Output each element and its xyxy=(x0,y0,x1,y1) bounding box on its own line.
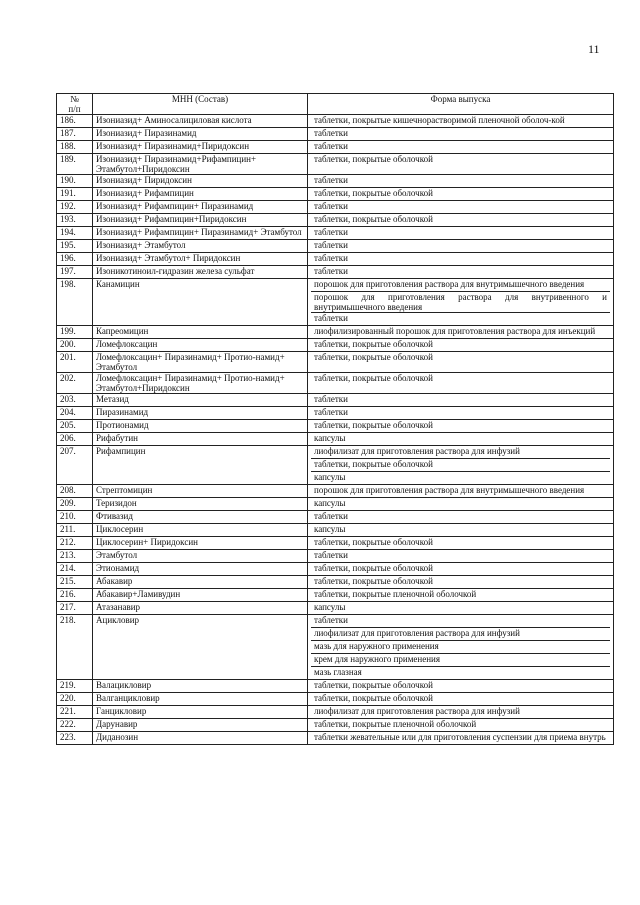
drug-name: Этамбутол xyxy=(93,550,308,563)
table-row xyxy=(57,589,614,602)
row-number: 201. xyxy=(57,352,93,373)
release-forms xyxy=(308,326,614,339)
drug-name: Ацикловир xyxy=(93,615,308,680)
release-forms xyxy=(308,279,614,326)
table-row xyxy=(57,498,614,511)
release-forms xyxy=(308,339,614,352)
release-forms xyxy=(308,615,614,680)
release-forms xyxy=(308,576,614,589)
release-forms xyxy=(308,214,614,227)
row-number: 207. xyxy=(57,446,93,485)
drug-name: Атазанавир xyxy=(93,602,308,615)
drug-name: Циклосерин+ Пиридоксин xyxy=(93,537,308,550)
release-form: таблетки xyxy=(311,312,610,325)
row-number: 193. xyxy=(57,214,93,227)
table-row xyxy=(57,154,614,175)
release-form: крем для наружного применения xyxy=(311,653,610,666)
row-number: 187. xyxy=(57,128,93,141)
release-form: таблетки xyxy=(314,615,349,625)
row-number: 222. xyxy=(57,719,93,732)
drug-table xyxy=(56,93,614,745)
release-form: таблетки, покрытые оболочкой xyxy=(314,537,433,547)
row-number: 219. xyxy=(57,680,93,693)
row-number: 212. xyxy=(57,537,93,550)
drug-name: Ганцикловир xyxy=(93,706,308,719)
release-forms xyxy=(308,128,614,141)
release-forms xyxy=(308,485,614,498)
row-number: 204. xyxy=(57,407,93,420)
drug-name: Абакавир+Ламивудин xyxy=(93,589,308,602)
table-row xyxy=(57,693,614,706)
release-forms xyxy=(308,154,614,175)
release-forms xyxy=(308,511,614,524)
row-number: 188. xyxy=(57,141,93,154)
release-forms xyxy=(308,732,614,745)
release-form: таблетки xyxy=(314,175,349,185)
drug-name: Изониазид+ Этамбутол+ Пиридоксин xyxy=(93,253,308,266)
release-form: таблетки, покрытые кишечнорастворимой пленочной оболоч-кой xyxy=(314,115,565,125)
table-row xyxy=(57,524,614,537)
drug-name: Метазид xyxy=(93,394,308,407)
row-number: 210. xyxy=(57,511,93,524)
row-number: 192. xyxy=(57,201,93,214)
drug-name: Протионамид xyxy=(93,420,308,433)
row-number: 197. xyxy=(57,266,93,279)
release-form: порошок для приготовления раствора для внутривенного и внутримышечного введения xyxy=(311,291,610,312)
drug-name: Теризидон xyxy=(93,498,308,511)
release-form: таблетки жевательные или для приготовления суспензии для приема внутрь xyxy=(314,732,606,742)
release-form: таблетки, покрытые оболочкой xyxy=(314,339,433,349)
drug-name: Ломефлоксацин xyxy=(93,339,308,352)
release-form: лиофилизированный порошок для приготовления раствора для инъекций xyxy=(314,326,596,336)
release-form: таблетки, покрытые оболочкой xyxy=(314,214,433,224)
row-number: 186. xyxy=(57,115,93,128)
page-number: 11 xyxy=(588,42,600,56)
release-form: порошок для приготовления раствора для внутримышечного введения xyxy=(314,485,585,495)
release-forms xyxy=(308,352,614,373)
table-row xyxy=(57,115,614,128)
table-row xyxy=(57,420,614,433)
drug-name: Валацикловир xyxy=(93,680,308,693)
release-forms xyxy=(308,253,614,266)
table-row xyxy=(57,576,614,589)
release-form: таблетки, покрытые пленочной оболочкой xyxy=(314,719,477,729)
release-forms xyxy=(308,227,614,240)
table-row xyxy=(57,550,614,563)
table-row xyxy=(57,706,614,719)
release-form: капсулы xyxy=(314,498,346,508)
drug-name: Изониазид+ Пиразинамид xyxy=(93,128,308,141)
row-number: 206. xyxy=(57,433,93,446)
row-number: 220. xyxy=(57,693,93,706)
drug-name: Рифампицин xyxy=(93,446,308,485)
row-number: 190. xyxy=(57,175,93,188)
row-number: 221. xyxy=(57,706,93,719)
release-form: таблетки, покрытые пленочной оболочкой xyxy=(314,589,477,599)
release-form: капсулы xyxy=(314,433,346,443)
release-form: таблетки xyxy=(314,511,349,521)
row-number: 218. xyxy=(57,615,93,680)
table-row xyxy=(57,615,614,680)
table-row xyxy=(57,240,614,253)
table-row xyxy=(57,253,614,266)
release-form: порошок для приготовления раствора для внутримышечного введения xyxy=(314,279,585,289)
release-forms xyxy=(308,394,614,407)
table-row xyxy=(57,326,614,339)
drug-name: Изониазид+ Этамбутол xyxy=(93,240,308,253)
release-form: таблетки, покрытые оболочкой xyxy=(311,458,610,471)
row-number: 200. xyxy=(57,339,93,352)
row-number: 208. xyxy=(57,485,93,498)
release-forms xyxy=(308,550,614,563)
row-number: 213. xyxy=(57,550,93,563)
table-body xyxy=(57,115,614,745)
release-form: лиофилизат для приготовления раствора для инфузий xyxy=(311,627,610,640)
release-form: капсулы xyxy=(314,602,346,612)
release-forms xyxy=(308,563,614,576)
row-number: 215. xyxy=(57,576,93,589)
drug-name: Дарунавир xyxy=(93,719,308,732)
release-forms xyxy=(308,446,614,485)
header-name: МНН (Состав) xyxy=(93,94,308,115)
release-form: капсулы xyxy=(311,471,610,484)
table-row xyxy=(57,214,614,227)
drug-name: Циклосерин xyxy=(93,524,308,537)
release-form: таблетки xyxy=(314,550,349,560)
row-number: 205. xyxy=(57,420,93,433)
release-form: лиофилизат для приготовления раствора для инфузий xyxy=(314,446,520,456)
drug-name: Пиразинамид xyxy=(93,407,308,420)
release-form: таблетки, покрытые оболочкой xyxy=(314,563,433,573)
drug-name: Изоникотиноил-гидразин железа сульфат xyxy=(93,266,308,279)
release-forms xyxy=(308,524,614,537)
row-number: 209. xyxy=(57,498,93,511)
table-row xyxy=(57,373,614,394)
table-row xyxy=(57,279,614,326)
drug-name: Фтивазид xyxy=(93,511,308,524)
release-forms xyxy=(308,693,614,706)
table-row xyxy=(57,266,614,279)
table-row xyxy=(57,602,614,615)
table-row xyxy=(57,188,614,201)
release-forms xyxy=(308,407,614,420)
release-forms xyxy=(308,240,614,253)
release-forms xyxy=(308,188,614,201)
table-row xyxy=(57,201,614,214)
table-row xyxy=(57,433,614,446)
drug-name: Ломефлоксацин+ Пиразинамид+ Протио-намид+ Этамбутол xyxy=(93,352,308,373)
drug-name: Изониазид+ Рифампицин+ Пиразинамид+ Этамбутол xyxy=(93,227,308,240)
drug-name: Изониазид+ Аминосалициловая кислота xyxy=(93,115,308,128)
table-row xyxy=(57,339,614,352)
row-number: 198. xyxy=(57,279,93,326)
drug-name: Стрептомицин xyxy=(93,485,308,498)
table-row xyxy=(57,537,614,550)
row-number: 195. xyxy=(57,240,93,253)
table-row xyxy=(57,511,614,524)
release-form: таблетки xyxy=(314,407,349,417)
row-number: 196. xyxy=(57,253,93,266)
release-forms xyxy=(308,115,614,128)
drug-name: Этионамид xyxy=(93,563,308,576)
table-row xyxy=(57,227,614,240)
release-forms xyxy=(308,175,614,188)
row-number: 191. xyxy=(57,188,93,201)
release-form: таблетки xyxy=(314,227,349,237)
row-number: 223. xyxy=(57,732,93,745)
release-form: таблетки, покрытые оболочкой xyxy=(314,420,433,430)
release-forms xyxy=(308,719,614,732)
table-row xyxy=(57,407,614,420)
release-form: таблетки, покрытые оболочкой xyxy=(314,680,433,690)
drug-name: Изониазид+ Пиразинамид+Пиридоксин xyxy=(93,141,308,154)
release-forms xyxy=(308,680,614,693)
release-form: таблетки xyxy=(314,240,349,250)
release-forms xyxy=(308,706,614,719)
release-form: мазь глазная xyxy=(311,666,610,679)
drug-name: Валганцикловир xyxy=(93,693,308,706)
drug-name: Изониазид+ Пиридоксин xyxy=(93,175,308,188)
row-number: 214. xyxy=(57,563,93,576)
table-row xyxy=(57,446,614,485)
drug-name: Канамицин xyxy=(93,279,308,326)
drug-name: Изониазид+ Рифампицин+Пиридоксин xyxy=(93,214,308,227)
row-number: 189. xyxy=(57,154,93,175)
release-form: таблетки xyxy=(314,128,349,138)
drug-name: Диданозин xyxy=(93,732,308,745)
release-form: таблетки, покрытые оболочкой xyxy=(314,352,433,362)
drug-name: Рифабутин xyxy=(93,433,308,446)
drug-name: Капреомицин xyxy=(93,326,308,339)
row-number: 211. xyxy=(57,524,93,537)
table-row xyxy=(57,175,614,188)
table-row xyxy=(57,563,614,576)
table-header-row xyxy=(57,94,614,115)
release-form: таблетки xyxy=(314,201,349,211)
release-forms xyxy=(308,537,614,550)
table-row xyxy=(57,352,614,373)
table-row xyxy=(57,394,614,407)
row-number: 216. xyxy=(57,589,93,602)
row-number: 194. xyxy=(57,227,93,240)
table-row xyxy=(57,485,614,498)
row-number: 217. xyxy=(57,602,93,615)
release-forms xyxy=(308,498,614,511)
release-form: таблетки, покрытые оболочкой xyxy=(314,693,433,703)
release-forms xyxy=(308,420,614,433)
table-row xyxy=(57,141,614,154)
table-row xyxy=(57,732,614,745)
row-number: 199. xyxy=(57,326,93,339)
release-forms xyxy=(308,433,614,446)
drug-name: Изониазид+ Рифампицин xyxy=(93,188,308,201)
release-form: таблетки xyxy=(314,141,349,151)
release-forms xyxy=(308,373,614,394)
drug-name: Изониазид+ Пиразинамид+Рифампицин+ Этамбутол+Пиридоксин xyxy=(93,154,308,175)
release-forms xyxy=(308,602,614,615)
release-forms xyxy=(308,141,614,154)
release-form: капсулы xyxy=(314,524,346,534)
release-forms xyxy=(308,589,614,602)
table-row xyxy=(57,128,614,141)
release-form: таблетки, покрытые оболочкой xyxy=(314,373,433,383)
row-number: 203. xyxy=(57,394,93,407)
release-form: таблетки, покрытые оболочкой xyxy=(314,154,433,164)
release-form: таблетки xyxy=(314,266,349,276)
header-num: № п/п xyxy=(57,94,93,115)
release-forms xyxy=(308,266,614,279)
drug-name: Абакавир xyxy=(93,576,308,589)
release-form: таблетки xyxy=(314,394,349,404)
release-form: мазь для наружного применения xyxy=(311,640,610,653)
drug-name: Изониазид+ Рифампицин+ Пиразинамид xyxy=(93,201,308,214)
release-form: лиофилизат для приготовления раствора для инфузий xyxy=(314,706,520,716)
release-form: таблетки, покрытые оболочкой xyxy=(314,576,433,586)
header-form: Форма выпуска xyxy=(308,94,614,115)
row-number: 202. xyxy=(57,373,93,394)
release-form: таблетки xyxy=(314,253,349,263)
release-forms xyxy=(308,201,614,214)
release-form: таблетки, покрытые оболочкой xyxy=(314,188,433,198)
drug-name: Ломефлоксацин+ Пиразинамид+ Протио-намид+ Этамбутол+Пиридоксин xyxy=(93,373,308,394)
table-row xyxy=(57,719,614,732)
table-row xyxy=(57,680,614,693)
